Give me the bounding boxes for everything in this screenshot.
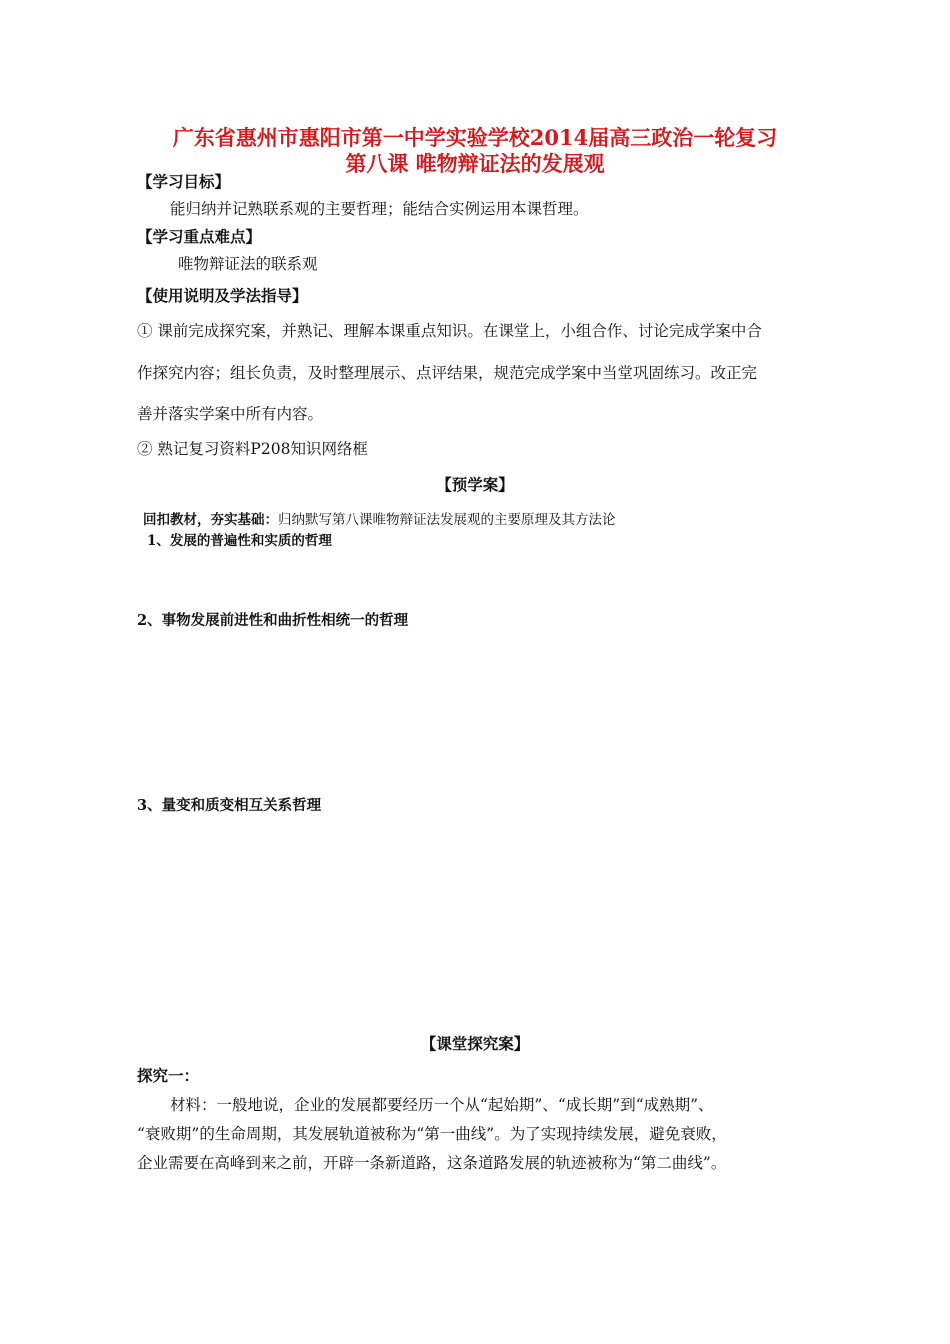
- preview-question-3: 3、量变和质变相互关系哲理: [137, 797, 322, 814]
- inquiry-material-line2: “衰败期”的生命周期，其发展轨道被称为“第一曲线”。为了实现持续发展，避免衰败，: [137, 1125, 727, 1143]
- inquiry-subheading: 探究一：: [137, 1066, 200, 1085]
- key-points-text: 唯物辩证法的联系观: [178, 255, 318, 273]
- key-points-heading: 【学习重点难点】: [137, 227, 262, 246]
- objectives-heading: 【学习目标】: [137, 172, 231, 191]
- inquiry-material-line3: 企业需要在高峰到来之前，开辟一条新道路，这条道路发展的轨迹被称为“第二曲线”。: [137, 1154, 727, 1172]
- preview-question-1: 1、发展的普遍性和实质的哲理: [147, 533, 332, 549]
- instructions-heading: 【使用说明及学法指导】: [137, 286, 308, 305]
- preview-intro: [143, 508, 616, 528]
- instructions-item1-line3: 善并落实学案中所有内容。: [137, 405, 324, 423]
- preview-intro-text: 归纳默写第八课唯物辩证法发展观的主要原理及其方法论: [278, 512, 616, 528]
- instructions-item2: ② 熟记复习资料P208知识网络框: [137, 440, 368, 458]
- objectives-text: 能归纳并记熟联系观的主要哲理；能结合实例运用本课哲理。: [170, 200, 589, 218]
- document-title-line1: 广东省惠州市惠阳市第一中学实验学校2014届高三政治一轮复习: [172, 125, 778, 150]
- preview-heading: 【预学案】: [436, 475, 514, 494]
- inquiry-heading: 【课堂探究案】: [420, 1034, 530, 1053]
- document-title-line2: 第八课 唯物辩证法的发展观: [345, 151, 605, 176]
- preview-question-2: 2、事物发展前进性和曲折性相统一的哲理: [137, 612, 409, 629]
- preview-intro-label: 回扣教材，夯实基础：: [143, 512, 278, 528]
- inquiry-material-line1: 材料：一般地说，企业的发展都要经历一个从“起始期”、“成长期”到“成熟期”、: [170, 1096, 714, 1114]
- instructions-item1-line1: ① 课前完成探究案，并熟记、理解本课重点知识。在课堂上，小组合作、讨论完成学案中合: [137, 322, 762, 340]
- instructions-item1-line2: 作探究内容；组长负责，及时整理展示、点评结果，规范完成学案中当堂巩固练习。改正完: [137, 364, 758, 382]
